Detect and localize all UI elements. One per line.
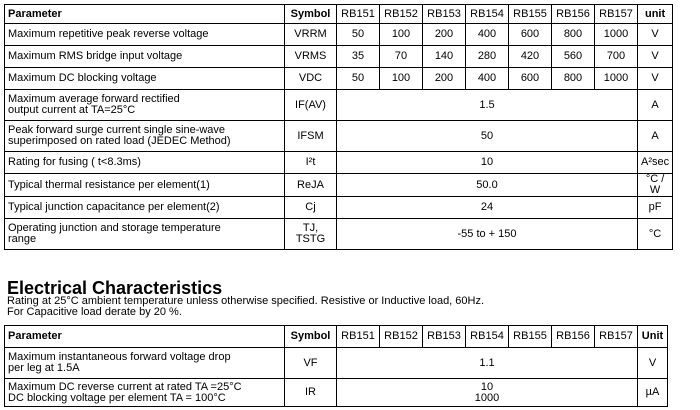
table-row xyxy=(5,379,668,407)
param-line: Peak forward surge current single sine-wave xyxy=(8,124,226,136)
row-symbol xyxy=(285,219,337,250)
row-symbol: Cj xyxy=(285,197,337,219)
row-value: 400 xyxy=(466,68,509,90)
row-value: -55 to + 150 xyxy=(337,219,638,250)
header-model: RB154 xyxy=(466,326,509,348)
derate-note: For Capacitive load derate by 20 %. xyxy=(7,306,182,318)
header-symbol: Symbol xyxy=(285,5,337,24)
table-row xyxy=(5,152,673,174)
header-model: RB154 xyxy=(466,5,509,24)
table-row xyxy=(5,68,673,90)
param-line: Maximum instantaneous forward voltage drop xyxy=(8,351,231,363)
row-value: 1000 xyxy=(595,68,638,90)
param-line: Maximum average forward rectified xyxy=(8,93,180,105)
row-value: 400 xyxy=(466,24,509,46)
row-value: 420 xyxy=(509,46,552,68)
row-parameter: Maximum RMS bridge input voltage xyxy=(5,46,285,68)
row-parameter xyxy=(5,348,285,379)
row-unit: °C / W xyxy=(638,174,673,197)
row-value: 10 xyxy=(337,152,638,174)
symbol-line: TSTG xyxy=(295,233,326,245)
ratings-header-row xyxy=(5,5,673,24)
row-value: 800 xyxy=(552,24,595,46)
param-line: DC blocking voltage per element TA = 100°C xyxy=(8,391,226,404)
symbol-line: TJ, xyxy=(302,222,319,234)
row-value: 1.1 xyxy=(337,348,638,379)
header-model: RB156 xyxy=(552,326,595,348)
row-value: 50 xyxy=(337,68,380,90)
row-value: 50 xyxy=(337,24,380,46)
row-value: 50 xyxy=(337,121,638,152)
row-parameter xyxy=(5,379,285,407)
header-model: RB155 xyxy=(509,5,552,24)
row-value: 100 xyxy=(380,68,423,90)
row-value: 200 xyxy=(423,24,466,46)
row-unit: V xyxy=(638,24,673,46)
header-parameter: Parameter xyxy=(5,5,285,24)
row-value: 50.0 xyxy=(337,174,638,197)
row-parameter xyxy=(5,90,285,121)
header-unit: Unit xyxy=(638,326,668,348)
header-model: RB157 xyxy=(595,326,638,348)
row-symbol: IFSM xyxy=(285,121,337,152)
row-unit: A xyxy=(638,90,673,121)
row-unit: µA xyxy=(638,379,668,407)
row-symbol: ReJA xyxy=(285,174,337,197)
row-value: 1000 xyxy=(595,24,638,46)
header-model: RB153 xyxy=(423,5,466,24)
row-value: 140 xyxy=(423,46,466,68)
table-row xyxy=(5,174,673,197)
row-unit: pF xyxy=(638,197,673,219)
table-row xyxy=(5,24,673,46)
header-model: RB151 xyxy=(337,5,380,24)
table-row xyxy=(5,121,673,152)
row-parameter: Maximum DC blocking voltage xyxy=(5,68,285,90)
header-model: RB153 xyxy=(423,326,466,348)
table-row xyxy=(5,348,668,379)
row-symbol: IF(AV) xyxy=(285,90,337,121)
row-parameter: Maximum repetitive peak reverse voltage xyxy=(5,24,285,46)
row-unit: V xyxy=(638,348,668,379)
header-parameter: Parameter xyxy=(5,326,285,348)
table-row xyxy=(5,90,673,121)
row-value: 560 xyxy=(552,46,595,68)
row-value: 280 xyxy=(466,46,509,68)
row-unit: A²sec xyxy=(638,152,673,174)
row-value: 35 xyxy=(337,46,380,68)
header-model: RB151 xyxy=(337,326,380,348)
param-line: Operating junction and storage temperature xyxy=(8,222,221,234)
electrical-table xyxy=(4,325,668,407)
row-unit: V xyxy=(638,46,673,68)
table-row xyxy=(5,46,673,68)
electrical-header-row xyxy=(5,326,668,348)
header-model: RB152 xyxy=(380,5,423,24)
row-unit: A xyxy=(638,121,673,152)
row-value: 200 xyxy=(423,68,466,90)
rating-note: Rating at 25°C ambient temperature unless otherwise specified. Resistive or Inductive load, 60Hz. xyxy=(7,295,485,307)
row-parameter: Rating for fusing ( t<8.3ms) xyxy=(5,152,285,174)
row-value: 700 xyxy=(595,46,638,68)
row-unit: °C xyxy=(638,219,673,250)
row-parameter: Typical junction capacitance per element(2) xyxy=(5,197,285,219)
param-line: Maximum DC reverse current at rated TA =25°C xyxy=(8,380,242,393)
header-unit: unit xyxy=(638,5,673,24)
table-row xyxy=(5,219,673,250)
row-value: 800 xyxy=(552,68,595,90)
table-row xyxy=(5,197,673,219)
row-value xyxy=(337,379,638,407)
param-line: per leg at 1.5A xyxy=(8,362,80,374)
value-line: 10 xyxy=(480,380,494,393)
row-symbol: IR xyxy=(285,379,337,407)
row-parameter xyxy=(5,121,285,152)
section-title: Electrical Characteristics xyxy=(7,278,223,298)
row-value: 600 xyxy=(509,24,552,46)
row-value: 600 xyxy=(509,68,552,90)
row-symbol: VRRM xyxy=(285,24,337,46)
row-parameter xyxy=(5,219,285,250)
row-value: 1.5 xyxy=(337,90,638,121)
header-model: RB152 xyxy=(380,326,423,348)
row-symbol: VRMS xyxy=(285,46,337,68)
value-line: 1000 xyxy=(474,391,500,404)
row-symbol: VF xyxy=(285,348,337,379)
param-line: superimposed on rated load (JEDEC Method) xyxy=(8,135,231,147)
header-model: RB155 xyxy=(509,326,552,348)
header-model: RB157 xyxy=(595,5,638,24)
row-unit: V xyxy=(638,68,673,90)
param-line: range xyxy=(8,233,37,245)
row-value: 70 xyxy=(380,46,423,68)
row-symbol: I²t xyxy=(285,152,337,174)
row-symbol: VDC xyxy=(285,68,337,90)
header-symbol: Symbol xyxy=(285,326,337,348)
ratings-table xyxy=(4,4,673,250)
row-value: 100 xyxy=(380,24,423,46)
row-parameter: Typical thermal resistance per element(1) xyxy=(5,174,285,197)
row-value: 24 xyxy=(337,197,638,219)
header-model: RB156 xyxy=(552,5,595,24)
param-line: output current at TA=25°C xyxy=(8,104,136,116)
